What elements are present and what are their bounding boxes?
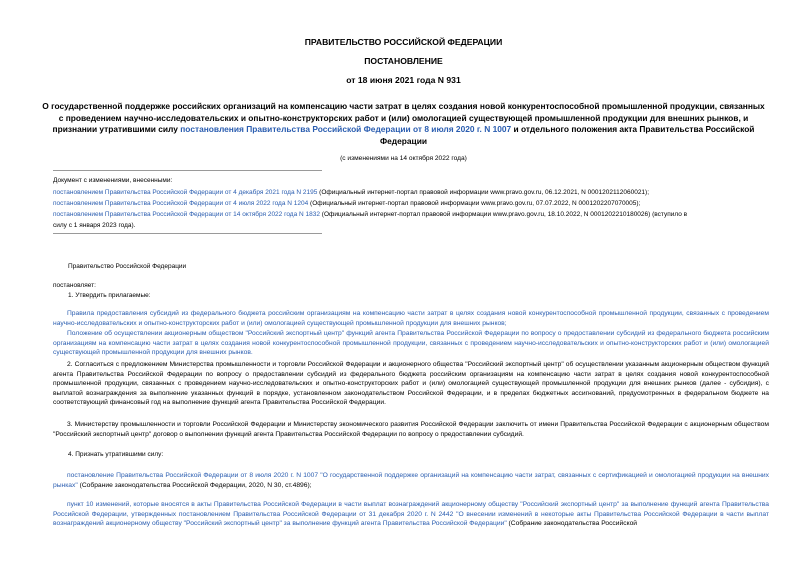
amendment-link[interactable]: постановлением Правительства Российской Федерации от 14 октября 2022 года N 1832 [53, 211, 320, 218]
amendments-intro: Документ с изменениями, внесенными: [53, 177, 173, 184]
document-type-heading: ПОСТАНОВЛЕНИЕ [364, 56, 443, 66]
issuer-text: Правительство Российской Федерации [68, 263, 187, 270]
decides-text: постановляет: [53, 282, 96, 289]
title-text-part1: О государственной поддержке российских организаций на компенсацию части затрат в целях создания новой конкурентоспособной промышленной продукции, связанных с проведением научно-исследовательских и опытно-конструкторских работ и (или) омологацией существующей промышленной продукции для внешних рынков, и признании утратившими силу [42, 101, 765, 135]
item-1-text: 1. Утвердить прилагаемые: [68, 292, 151, 299]
item-3-paragraph: 3. Министерству промышленности и торговли Российской Федерации и Министерству экономического развития Российской Федерации заключить от имени Правительства Российской Федерации с акционерным обществом "Российский экспортный центр" договор о выполнении функций агента Правительства Российской Федерации по вопросу о предоставлении субсидий. [53, 421, 769, 438]
amendments-top-divider [53, 170, 322, 171]
repeal-item-2 [53, 500, 769, 529]
amendment-item [53, 199, 769, 208]
amended-note: (с изменениями на 14 октября 2022 года) [340, 155, 467, 162]
amendment-link[interactable]: постановлением Правительства Российской Федерации от 4 июля 2022 года N 1204 [53, 200, 309, 207]
amendment-item-continuation: силу с 1 января 2023 года). [53, 222, 136, 229]
regulation-link[interactable]: Положение об осуществлении акционерным обществом "Российский экспортный центр" функций агента Правительства Российской Федерации по вопросу о предоставлении субсидий из федерального бюджета российским организациям на компенсацию части затрат в целях создания новой конкурентоспособной промышленной продукции, связанных с проведением научно-исследовательских и опытно-конструкторских работ и (или) омологацией существующей промышленной продукции для внешних рынков. [53, 330, 769, 357]
repeal-2-link[interactable]: пункт 10 изменений, которые вносятся в акты Правительства Российской Федерации в части выплат вознаграждений акционерному обществу "Российский экспортный центр" за выполнение функций агента Правительства Российской Федерации, утвержденных постановлением Правительства Российской Федерации от 31 декабря 2020 г. N 2442 "О внесении изменений в некоторые акты Правительства Российской Федерации в части выплат вознаграждений акционерному обществу "Российский экспортный центр" за выполнение функций агента Правительства Российской Федерации" [53, 501, 769, 528]
repeal-2-source: (Собрание законодательства Российской [506, 520, 638, 528]
title-repealed-act-link[interactable]: постановления Правительства Российской Федерации от 8 июля 2020 г. N 1007 [180, 124, 512, 135]
date-number-heading: от 18 июня 2021 года N 931 [346, 75, 461, 85]
document-title [40, 101, 767, 147]
title-text-part2: и отдельного положения акта Правительства Российской Федерации [380, 124, 755, 146]
amendment-source: (Официальный интернет-портал правовой информации www.pravo.gov.ru, 18.10.2022, N 0001202210180026) (вступило в [319, 211, 688, 218]
rules-link[interactable]: Правила предоставления субсидий из федерального бюджета российским организациям на компенсацию части затрат в целях создания новой конкурентоспособной промышленной продукции, связанных с проведением научно-исследовательских и опытно-конструкторских работ и (или) омологацией существующей промышленной продукции для внешних рынков; [53, 310, 769, 327]
amendment-item [53, 188, 769, 197]
item-4-text: 4. Признать утратившими силу: [68, 451, 164, 458]
repeal-1-source: (Собрание законодательства Российской Федерации, 2020, N 30, ст.4896); [77, 481, 312, 489]
amendment-item [53, 210, 769, 219]
amendment-link[interactable]: постановлением Правительства Российской Федерации от 4 декабря 2021 года N 2195 [53, 189, 318, 196]
repeal-1-link[interactable]: постановление Правительства Российской Федерации от 8 июля 2020 г. N 1007 "О государственной поддержке организаций на компенсацию части затрат, связанных с сертификацией и омологацией продукции на внешних рынках" [53, 472, 769, 489]
item-2-paragraph: 2. Согласиться с предложением Министерства промышленности и торговли Российской Федерации и акционерного общества "Российский экспортный центр" об осуществлении указанным акционерным обществом функций агента Правительства Российской Федерации по вопросу о предоставлении субсидий из федерального бюджета российским организациям на компенсацию части затрат в целях создания новой конкурентоспособной промышленной продукции, связанных с проведением научно-исследовательских и опытно-конструкторских работ и (или) омологацией существующей промышленной продукции для внешних рынков (далее - субсидия), с выплатой вознаграждения за выполнение указанных функций в порядке, установленном законодательством Российской Федерации, и в пределах бюджетных ассигнований, предусмотренных в федеральном бюджете на соответствующий финансовый год на выполнение функций агента Правительства Российской Федерации. [53, 361, 769, 407]
amendment-source: (Официальный интернет-портал правовой информации www.pravo.gov.ru, 06.12.2021, N 0001202112060021); [317, 189, 650, 196]
amendments-bottom-divider [53, 233, 322, 234]
repeal-item-1 [53, 471, 769, 490]
government-heading: ПРАВИТЕЛЬСТВО РОССИЙСКОЙ ФЕДЕРАЦИИ [304, 37, 503, 47]
amendment-source: (Официальный интернет-портал правовой информации www.pravo.gov.ru, 07.07.2022, N 0001202207070005); [308, 200, 641, 207]
